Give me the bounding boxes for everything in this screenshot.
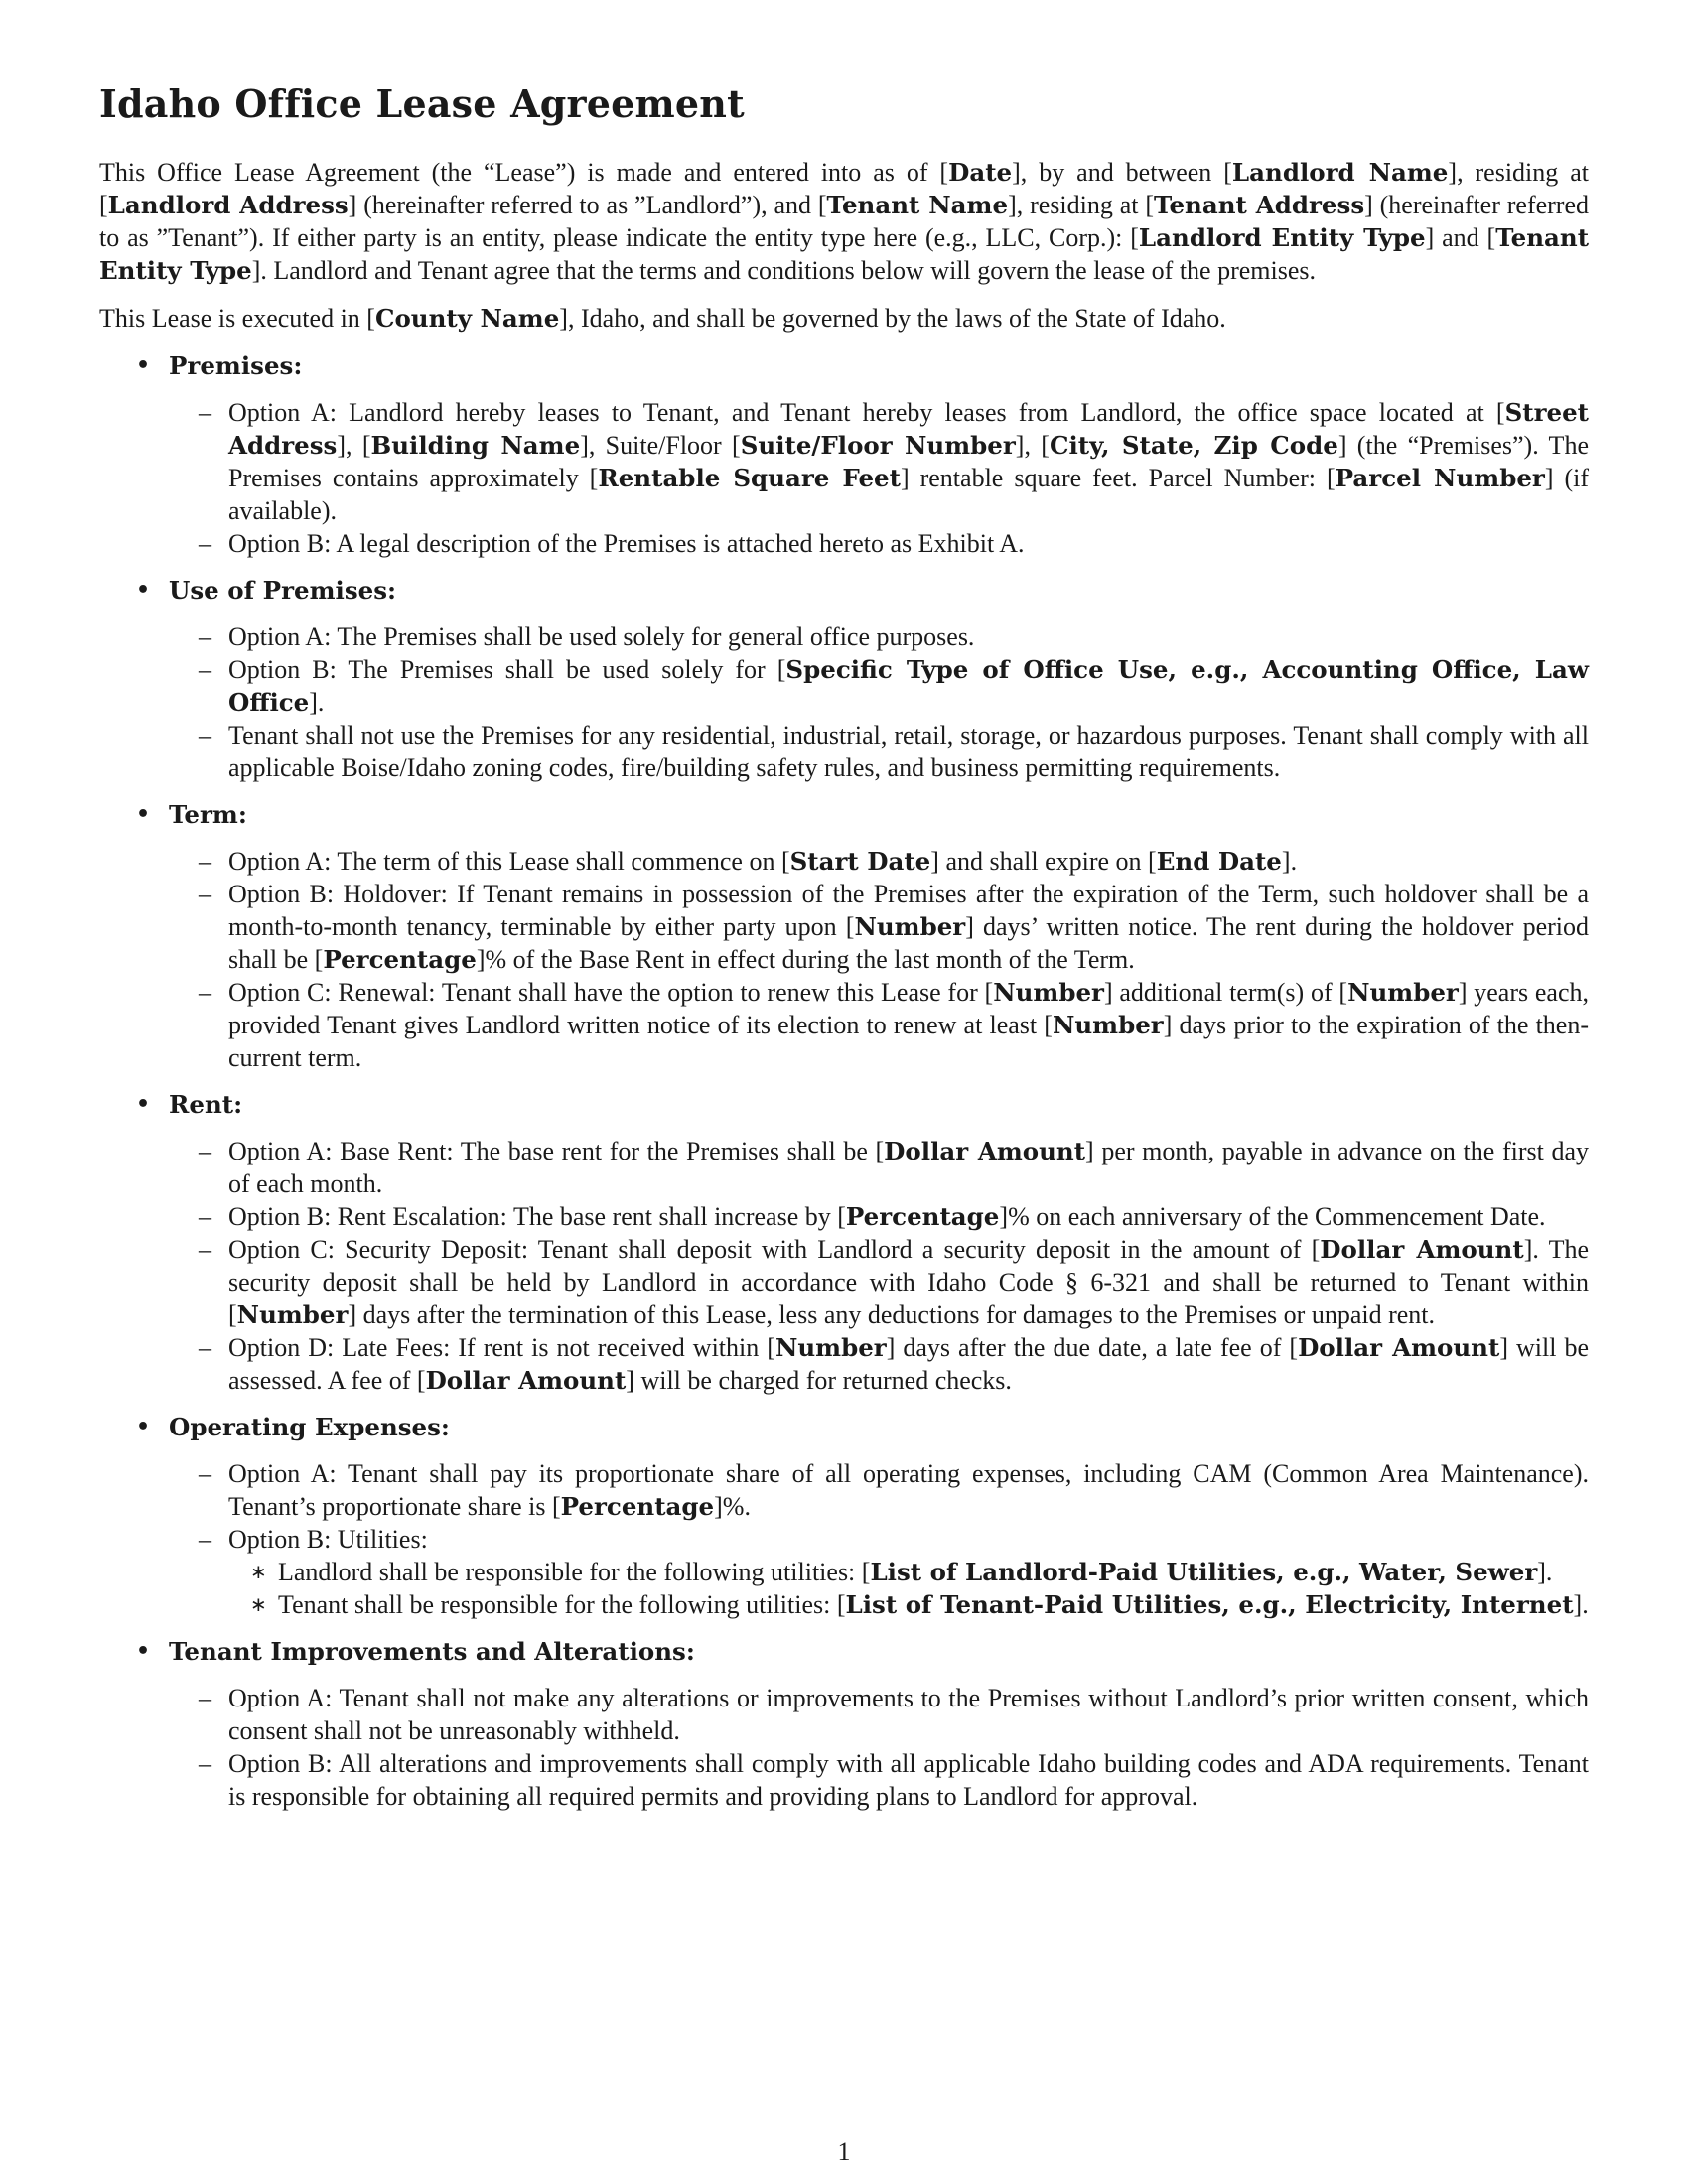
section-operating-expenses (99, 1411, 1589, 1621)
section-tenant-improvements (99, 1635, 1589, 1813)
page-number: 1 (837, 2137, 851, 2166)
bullet-icon: • (136, 353, 151, 378)
premises-option-b: – Option B: A legal description of the Premises is attached hereto as Exhibit A. (199, 529, 1025, 558)
section-term (99, 798, 1589, 1074)
landlord-utilities: ∗ Landlord shall be responsible for the following utilities: [List of Landlord-Paid Utilities, e.g., Water, Sewer]. (250, 1558, 1553, 1586)
bullet-icon: • (136, 802, 151, 827)
tenant-utilities: ∗ Tenant shall be responsible for the following utilities: [List of Tenant-Paid Utilities, e.g., Electricity, Internet]. (250, 1590, 1589, 1619)
section-heading: Rent: (169, 1090, 243, 1119)
rent-option-b: – Option B: Rent Escalation: The base rent shall increase by [Percentage]% on each anniversary of the Commencement Date. (199, 1202, 1546, 1231)
document-page (99, 81, 1589, 1827)
term-option-a: – Option A: The term of this Lease shall commence on [Start Date] and shall expire on [End Date]. (199, 847, 1298, 876)
operating-option-b: – Option B: Utilities: ∗ Landlord shall be responsible for the following utilities: [List of Landlord-Paid Utilities, e.g., Water, Sewer]. ∗ Tenant shall be responsible for the following utilities: [List of Tenant-Paid Utilities, e.g., Electricity, Internet]. (199, 1525, 1589, 1619)
page-title: Idaho Office Lease Agreement (99, 81, 745, 126)
bullet-icon: • (136, 1415, 151, 1439)
section-heading: Operating Expenses: (169, 1413, 450, 1441)
rent-option-c: – Option C: Security Deposit: Tenant shall deposit with Landlord a security deposit in the amount of [Dollar Amount]. The security deposit shall be held by Landlord in accordance with Idaho Code § 6-321 and shall be returned to Tenant within [Number] days after the termination of this Lease, less any deductions for damages to the Premises or unpaid rent. (199, 1235, 1589, 1329)
bullet-icon: • (136, 1092, 151, 1117)
use-option-a: – Option A: The Premises shall be used solely for general office purposes. (199, 622, 975, 651)
rent-option-a: – Option A: Base Rent: The base rent for the Premises shall be [Dollar Amount] per month, payable in advance on the first day of each month. (199, 1137, 1590, 1198)
section-use-of-premises (99, 574, 1589, 784)
bullet-icon: • (136, 578, 151, 603)
rent-option-d: – Option D: Late Fees: If rent is not received within [Number] days after the due date, a late fee of [Dollar Amount] will be assessed. A fee of [Dollar Amount] will be charged for returned checks. (199, 1333, 1589, 1395)
use-option-b: – Option B: The Premises shall be used solely for [Specific Type of Office Use, e.g., Accounting Office, Law Office]. (199, 655, 1589, 717)
lease-sections (99, 349, 1589, 1813)
term-option-c: – Option C: Renewal: Tenant shall have the option to renew this Lease for [Number] additional term(s) of [Number] years each, provided Tenant gives Landlord written notice of its election to renew at least [Number] days prior to the expiration of the then-current term. (199, 978, 1590, 1072)
section-heading: Tenant Improvements and Alterations: (169, 1637, 695, 1666)
section-premises (99, 349, 1589, 560)
improvements-option-b: – Option B: All alterations and improvements shall comply with all applicable Idaho building codes and ADA requirements. Tenant is responsible for obtaining all required permits and providing plans to Landlord for approval. (199, 1749, 1589, 1811)
section-heading: Premises: (169, 351, 303, 380)
section-heading: Use of Premises: (169, 576, 397, 605)
use-restriction: – Tenant shall not use the Premises for any residential, industrial, retail, storage, or hazardous purposes. Tenant shall comply with all applicable Boise/Idaho zoning codes, fire/building safety rules, and business permitting requirements. (199, 721, 1589, 782)
governing-law-paragraph: This Lease is executed in [County Name], Idaho, and shall be governed by the laws of the State of Idaho. (99, 304, 1226, 333)
improvements-option-a: – Option A: Tenant shall not make any alterations or improvements to the Premises without Landlord’s prior written consent, which consent shall not be unreasonably withheld. (199, 1684, 1589, 1745)
term-option-b: – Option B: Holdover: If Tenant remains in possession of the Premises after the expiration of the Term, such holdover shall be a month-to-month tenancy, terminable by either party upon [Number] days’ written notice. The rent during the holdover period shall be [Percentage]% of the Base Rent in effect during the last month of the Term. (199, 880, 1589, 974)
operating-option-a: – Option A: Tenant shall pay its proportionate share of all operating expenses, including CAM (Common Area Maintenance). Tenant’s proportionate share is [Percentage]%. (199, 1459, 1589, 1521)
section-rent (99, 1088, 1589, 1397)
section-heading: Term: (169, 800, 247, 829)
intro-paragraph: This Office Lease Agreement (the “Lease”) is made and entered into as of [Date], by and between [Landlord Name], residing at [Landlord Address] (hereinafter referred to as ”Landlord”), and [Tenant Name], residing at [Tenant Address] (hereinafter referred to as ”Tenant”). If either party is an entity, please indicate the entity type here (e.g., LLC, Corp.): [Landlord Entity Type] and [Tenant Entity Type]. Landlord and Tenant agree that the terms and conditions below will govern the lease of the premises. (99, 158, 1590, 285)
premises-option-a: – Option A: Landlord hereby leases to Tenant, and Tenant hereby leases from Landlord, the office space located at [Street Address], [Building Name], Suite/Floor [Suite/Floor Number], [City, State, Zip Code] (the “Premises”). The Premises contains approximately [Rentable Square Feet] rentable square feet. Parcel Number: [Parcel Number] (if available). (199, 398, 1590, 525)
bullet-icon: • (136, 1639, 151, 1664)
